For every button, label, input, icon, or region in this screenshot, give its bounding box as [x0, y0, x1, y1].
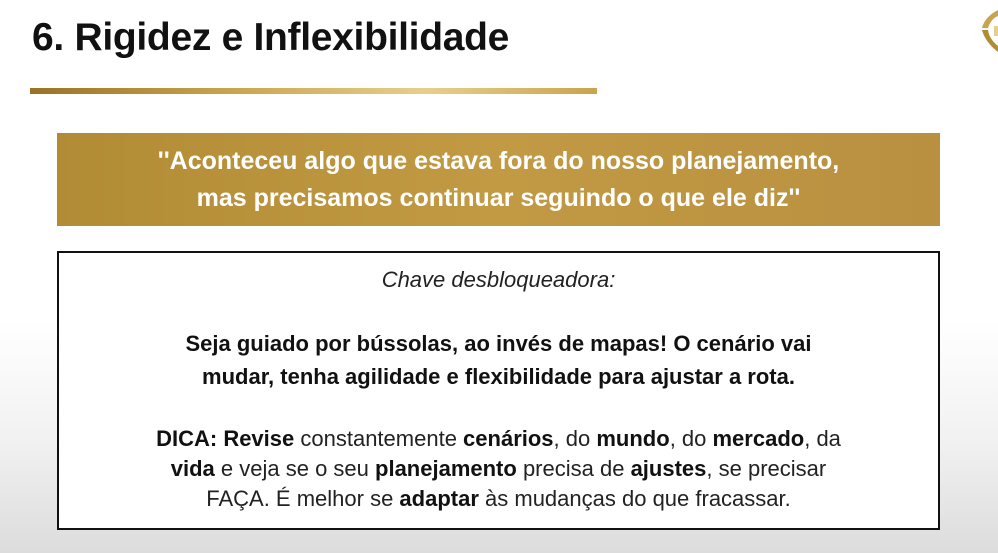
- brand-logo-icon: [974, 8, 998, 54]
- tip-emph: ajustes: [630, 456, 707, 481]
- tip-seg: e veja se o seu: [214, 456, 376, 481]
- key-box: [57, 251, 940, 530]
- tip-seg: , do: [669, 426, 713, 451]
- tip-seg: constantemente: [294, 426, 464, 451]
- tip-text: [67, 424, 930, 514]
- tip-seg: precisa de: [516, 456, 631, 481]
- tip-seg: , da: [804, 426, 841, 451]
- key-main-line-2: mudar, tenha agilidade e flexibilidade para ajustar a rota.: [202, 364, 795, 389]
- slide-title: 6. Rigidez e Inflexibilidade: [32, 16, 510, 59]
- quote-line-2: mas precisamos continuar seguindo o que ele diz'': [196, 183, 801, 212]
- title-underline: [30, 88, 597, 94]
- key-heading: Chave desbloqueadora:: [381, 267, 616, 292]
- quote-line-1: ''Aconteceu algo que estava fora do nosso planejamento,: [157, 146, 840, 175]
- tip-emph: cenários: [463, 426, 554, 451]
- tip-seg: , do: [553, 426, 597, 451]
- key-main-text: [89, 327, 908, 393]
- quote-banner: [57, 133, 940, 226]
- quote-text: [158, 143, 839, 217]
- tip-seg: às mudanças do que fracassar.: [478, 486, 791, 511]
- tip-emph: adaptar: [399, 486, 479, 511]
- tip-seg: FAÇA. É melhor se: [206, 486, 400, 511]
- tip-emph: Revise: [223, 426, 295, 451]
- key-main-line-1: Seja guiado por bússolas, ao invés de mapas! O cenário vai: [185, 331, 812, 356]
- tip-label: DICA:: [156, 426, 218, 451]
- tip-emph: mundo: [596, 426, 670, 451]
- tip-emph: mercado: [712, 426, 805, 451]
- tip-emph: planejamento: [375, 456, 517, 481]
- tip-seg: , se precisar: [706, 456, 827, 481]
- tip-emph: vida: [170, 456, 215, 481]
